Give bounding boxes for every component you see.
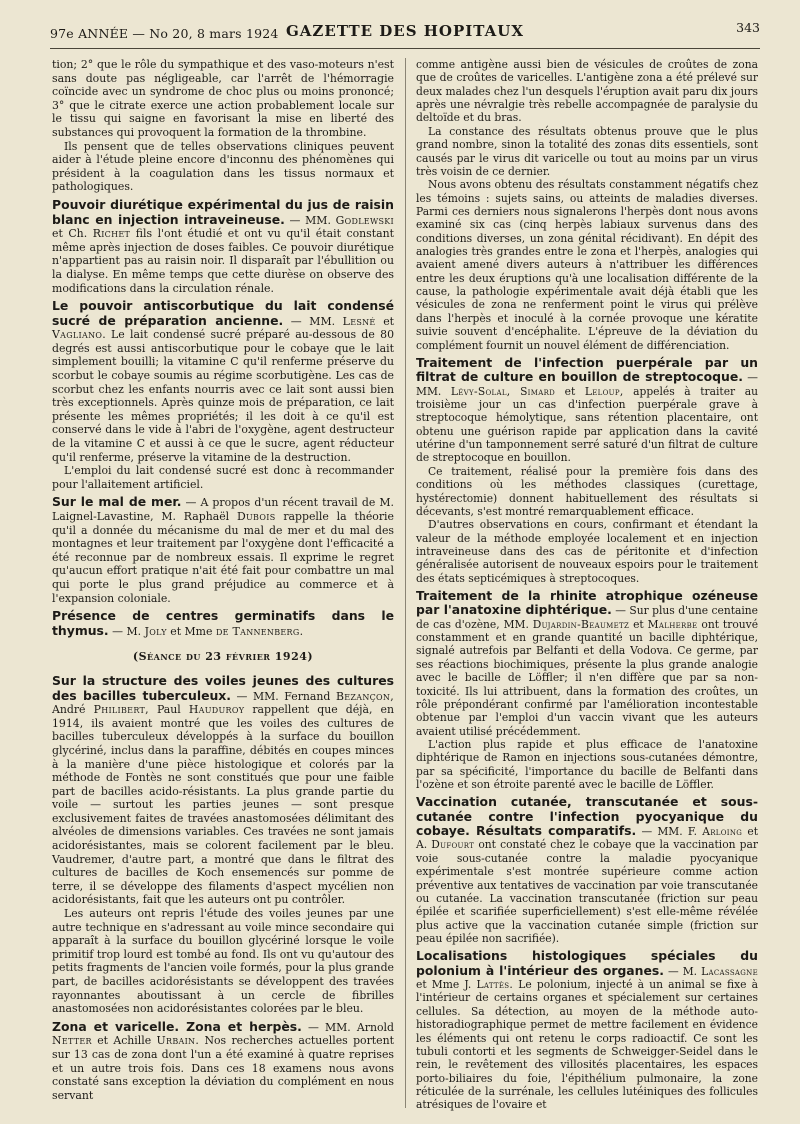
article-title: Présence de centres germinatifs dans le thymus. xyxy=(52,608,394,638)
paragraph: Nous avons obtenu des résultats constamment négatifs chez les témoins : sujets sains, ou atteints de maladies diverses. Parmi ces derniers nous signalerons l'herpès dont nous avons examiné six cas (cinq herpès labiaux survenus dans des conditions diverses, un zona génital récidivant). En dépit des analogies très grandes entre le zona et l'herpès, analogies qui avaient amené divers auteurs à n'attribuer les différences entre les deux éruptions qu'à une localisation différente de la cause, la pathologie expérimentale avait déjà établi que les vésicules de zona ne renferment point le virus qui prélève dans l'herpès et inoculé à la cornée provoque une kératite suivie souvent d'encéphalite. L'épreuve de la déviation du complément fournit un nouvel élément de différenciation. xyxy=(416,178,758,352)
author-text: et xyxy=(564,384,576,398)
author-text: M. xyxy=(126,624,142,638)
article-title: Traitement de l'infection puerpérale par un filtrat de culture en bouillon de streptocoque. xyxy=(416,354,758,385)
article-title: Le pouvoir antiscorbutique du lait condensé sucré de préparation ancienne. xyxy=(52,298,394,328)
article-rhinitis xyxy=(416,589,758,791)
body-text: Nos recherches actuelles portent sur 13 cas de zona dont l'un a été examiné à quatre reprises et un autre trois fois. Dans ces 18 examens nous avons constaté sans exception la déviation du complément en nous servant xyxy=(52,1034,395,1102)
article-diuretic xyxy=(52,198,394,295)
paragraph: Zona et varicelle. Zona et herpès. — MM. Arnold Netter et Achille Urbain. Nos recherches actuelles portent sur 13 cas de zona dont l'un a été examiné à quatre reprises et un autre trois fois. Dans ces 18 examens nous avons constaté sans exception la déviation du complément en nous servant xyxy=(52,1018,395,1102)
paragraph: Sur le mal de mer. — A propos d'un récent travail de M. Laignel-Lavastine, M. Raphaël Dubois rappelle la théorie qu'il a donnée du mécanisme du mal de mer et du mal des montagnes et leur traitement par l'oxygène dont l'efficacité a été reconnue par de nombreux essais. Il exprime le regret qu'aucun effort pratique n'ait été fait pour combattre un mal qui porte le plus grand préjudice au commerce et à l'expansion coloniale. xyxy=(52,494,394,605)
paragraph: Localisations histologiques spéciales du polonium à l'intérieur des organes. — M. Lacassagne et Mme J. Lattès. Le polonium, injecté à un animal se fixe à l'intérieur de certains organes et spécialement sur certaines cellules. Sa détection, au moyen de la méthode auto-historadiographique permet de mettre facilement en évidence les éléments qui ont retenu le corps radioactif. Ce sont les tubuli contorti et les segments de Schweigger-Seidel dans le rein, le revêtement des villosités placentaires, les espaces porto-biliaires du foie, l'épithélium pulmonaire, la zone réticulée de la surrénale, les cellules lutéiniques des follicules atrésiques de l'ovaire et xyxy=(416,948,759,1112)
author-name: Arloing xyxy=(702,825,743,839)
article-puerperal xyxy=(416,356,758,585)
body-text: A propos d'un récent travail de M. Laignel-Lavastine, M. Raphaël xyxy=(52,496,394,523)
author-text: MM. xyxy=(309,314,336,328)
author-name: Simard xyxy=(520,384,556,398)
article-title: Zona et varicelle. Zona et herpès. xyxy=(52,1018,302,1034)
author-name: Lattès. xyxy=(476,978,514,992)
paragraph: Vaccination cutanée, transcutanée et sous-cutanée contre l'infection pyocyanique du cobaye. Résultats comparatifs. — MM. F. Arloing et A. Dufourt ont constaté chez le cobaye que la vaccination par voie sous-cutanée contre la maladie pyocyanique expérimentale s'est montrée supérieure comme action préventive aux tentatives de vaccination par voie transcutanée ou cutanée. La vaccination transcutanée (friction sur peau épilée et scarifiée superficiellement) s'est elle-même révélée plus active que la vaccination cutanée simple (friction sur peau épilée non sacrifiée). xyxy=(416,794,759,945)
article-title: Sur la structure des voiles jeunes des cultures des bacilles tuberculeux. xyxy=(52,672,394,703)
author-text: MM. F. xyxy=(657,825,697,839)
author-text: et xyxy=(633,617,644,631)
article-antiscorbutic xyxy=(52,299,394,491)
paragraph: Pouvoir diurétique expérimental du jus de raisin blanc en injection intraveineuse. — MM. Godlewski et Ch. Richet fils l'ont étudié et ont vu qu'il était constant même après injection de doses faibles. Ce pouvoir diurétique n'appartient pas au raisin noir. Il disparaît par l'ébullition ou la dialyse. En même temps que cette diurèse on observe des modifications dans la circulation rénale. xyxy=(52,196,395,295)
session-heading: (Séance du 23 février 1924) xyxy=(132,650,314,664)
paragraph: L'action plus rapide et plus efficace de l'anatoxine diphtérique de Ramon en injections sous-cutanées démontre, par sa spécificité, l'importance du bacille de Belfanti dans l'ozène et son étroite parenté avec le bacille de Löffler. xyxy=(416,737,758,792)
paragraph: Présence de centres germinatifs dans le thymus. — M. Joly et Mme de Tannenberg. xyxy=(52,608,394,638)
paragraph: Sur la structure des voiles jeunes des cultures des bacilles tuberculeux. — MM. Fernand Bezançon, André Philibert, Paul Hauduroy rappellent que déjà, en 1914, ils avaient montré que les voiles des cultures de bacilles tuberculeux développés à la surface du bouillon glycériné, inclus dans la paraffine, débités en coupes minces à la manière d'une pièce histologique et colorés par la méthode de Fontès ne sont constitués que pour une faible part de bacilles acido-résistants. La plus grande partie du voile — surtout les parties jeunes — sont presque exclusivement faites de travées anastomosées délimitant des alvéoles de dimensions variables. Ces travées ne sont jamais acidorésistantes, mais se colorent facilement par le bleu. Vaudremer, d'autre part, a montré que dans le filtrat des cultures de bacilles de Koch ensemencés sur pomme de terre, il se développe des filaments d'aspect mycélien non acidorésistants, fait que les auteurs ont pu contrôler. xyxy=(52,672,394,907)
author-name: Philibert, xyxy=(93,703,149,717)
body-text: appelés à traiter au troisième jour un cas d'infection puerpérale grave à streptocoque hémolytique, sans rétention placentaire, ont obtenu une guérison rapide par application dans la cavité utérine d'un tamponnement serré saturé d'un filtrat de culture de streptocoque en bouillon. xyxy=(416,384,758,465)
paragraph: Ce traitement, réalisé pour la première fois dans des conditions où les méthodes classiques (curettage, hystérectomie) donnent habituellement des résultats si décevants, s'est montré remarquablement efficace. xyxy=(416,464,758,518)
author-text: Paul xyxy=(156,703,181,717)
author-text: et Achille xyxy=(97,1034,152,1048)
body-text: rappellent que déjà, en 1914, ils avaient montré que les voiles des cultures de bacilles tuberculeux développés à la surface du bouillon glycériné, inclus dans la paraffine, débités en coupes minces à la manière d'une pièce histologique et colorés par la méthode de Fontès ne sont constitués que pour une faible part de bacilles acido-résistants. La plus grande partie du voile — surtout les parties jeunes — sont presque exclusivement faites de travées anastomosées délimitant des alvéoles de dimensions variables. Ces travées ne sont jamais acidorésistantes, mais se colorent facilement par le bleu. Vaudremer, d'autre part, a montré que dans le filtrat des cultures de bacilles de Koch ensemencés sur pomme de terre, il se développe des filaments d'aspect mycélien non acidorésistants, fait que les auteurs ont pu contrôler. xyxy=(52,703,394,907)
author-name: Leloup, xyxy=(584,384,624,398)
author-name: Malherbe xyxy=(647,617,698,631)
author-name: Dufourt xyxy=(431,838,475,852)
body-text: fils l'ont étudié et ont vu qu'il était constant même après injection de doses faibles. Ce pouvoir diurétique n'appartient pas au raisin noir. Il disparaît par l'ébullition ou la dialyse. En même temps que cette diurèse on observe des modifications dans la circulation rénale. xyxy=(52,227,395,295)
author-text: Sur plus d'une centaine de cas d'ozène, MM. xyxy=(416,604,758,631)
paragraph: Les auteurs ont repris l'étude des voiles jeunes par une autre technique en s'adressant au voile mince secondaire qui apparaît à la surface du bouillon glycériné lorsque le voile primitif trop lourd est tombé au fond. Ils ont vu qu'autour des petits fragments de l'ancien voile formés, pour la plus grande part, de bacilles acidorésistants se développent des travées rayonnantes aboutissant à un cercle de fibrilles anastomosées non acidorésistantes colorées par le bleu. xyxy=(52,907,394,1016)
body-text: ont constaté chez le cobaye que la vaccination par voie sous-cutanée contre la maladie pyocyanique expérimentale s'est montrée supérieure comme action préventive aux tentatives de vaccination par voie transcutanée ou cutanée. La vaccination transcutanée (friction sur peau épilée et scarifiée superficiellement) s'est elle-même révélée plus active que la vaccination cutanée simple (friction sur peau épilée non sacrifiée). xyxy=(416,838,758,945)
paragraph: comme antigène aussi bien de vésicules de croûtes de zona que de croûtes de varicelles. L'antigène zona a été prélevé sur deux malades chez l'un desquels l'éruption avait paru dix jours après une névralgie très rebelle accompagnée de paralysie du deltoïde et du bras. xyxy=(416,58,758,125)
journal-title: GAZETTE DES HOPITAUX xyxy=(285,22,524,40)
right-column xyxy=(416,58,758,1116)
article-zona xyxy=(52,1020,394,1103)
column-divider xyxy=(405,58,406,1108)
author-name: Lévy-Solal, xyxy=(450,384,511,398)
article-polonium xyxy=(416,949,758,1111)
article-seasickness xyxy=(52,495,394,605)
author-name: de Tannenberg. xyxy=(215,624,304,638)
author-text: André xyxy=(52,703,86,717)
author-name: Richet xyxy=(92,227,131,241)
paragraph: Traitement de l'infection puerpérale par un filtrat de culture en bouillon de streptocoque. — MM. Lévy-Solal, Simard et Leloup, appelés à traiter au troisième jour un cas d'infection puerpérale grave à streptocoque hémolytique, sans rétention placentaire, ont obtenu une guérison rapide par application dans la cavité utérine d'un tamponnement serré saturé d'un filtrat de culture de streptocoque en bouillon. xyxy=(416,354,758,465)
author-text: MM. Fernand xyxy=(252,689,331,703)
article-thymus xyxy=(52,609,394,638)
author-text: et Mme J. xyxy=(416,978,472,992)
zona-continuation xyxy=(416,58,758,352)
page-header xyxy=(50,20,760,46)
author-name: Lacassagne xyxy=(701,964,759,978)
author-name: Bezançon, xyxy=(335,689,394,703)
body-text: Le polonium, injecté à un animal se fixe à l'intérieur de certains organes et spécialement sur certaines cellules. Sa détection, au moyen de la méthode auto-historadiographique permet de mettre facilement en évidence les éléments qui ont retenu le corps radioactif. Ce sont les tubuli contorti et les segments de Schweigger-Seidel dans le rein, le revêtement des villosités placentaires, les espaces porto-biliaires du foie, l'épithélium pulmonaire, la zone réticulée de la surrénale, les cellules lutéiniques des follicules atrésiques de l'ovaire et xyxy=(416,978,759,1112)
author-text: MM. Arnold xyxy=(324,1020,394,1034)
paragraph: Le pouvoir antiscorbutique du lait condensé sucré de préparation ancienne. — MM. Lesné et Vagliano. Le lait condensé sucré préparé au-dessous de 80 degrés est aussi antiscorbutique pour le cobaye que le lait simplement bouilli; la vitamine C qu'il renferme préserve du scorbut le cobaye soumis au régime scorbutigène. Les cas de scorbut chez les enfants nourris avec ce lait sont aussi bien très exceptionnels. Après quinze mois de préparation, ce lait présente les mêmes propriétés; il les doit à ce qu'il est conservé dans le vide à l'abri de l'oxygène, agent destructeur de la vitamine C et aussi à ce que le sucre, agent réducteur qu'il renferme, préserve la vitamine de la destruction. xyxy=(52,298,395,464)
body-text: ont trouvé constamment et en grande quantité un bacille diphtérique, signalé autrefois par Belfanti et della Vodova. Ce germe, par ses réactions biochimiques, présente la plus grande analogie avec le bacille de Löffler; il n'en diffère que par sa non-toxicité. Ils lui attribuent, dans la formation des croûtes, un rôle prépondérant confirmé par l'amélioration incontestable obtenue par l'emploi d'un vaccin vivant que les auteurs avaient utilisé précédemment. xyxy=(416,617,759,738)
article-vaccination xyxy=(416,795,758,945)
article-title: Traitement de la rhinite atrophique ozéneuse par l'anatoxine diphtérique. xyxy=(416,588,758,618)
paragraph: Traitement de la rhinite atrophique ozéneuse par l'anatoxine diphtérique. — Sur plus d'une centaine de cas d'ozène, MM. Dujardin-Beaumetz et Malherbe ont trouvé constamment et en grande quantité un bacille diphtérique, signalé autrefois par Belfanti et della Vodova. Ce germe, par ses réactions biochimiques, présente la plus grande analogie avec le bacille de Löffler; il n'en diffère que par sa non-toxicité. Ils lui attribuent, dans la formation des croûtes, un rôle prépondérant confirmé par l'amélioration incontestable obtenue par l'emploi d'un vaccin vivant que les auteurs avaient utilisé précédemment. xyxy=(416,588,759,738)
author-name: Godlewski xyxy=(335,213,394,227)
author-text: MM. xyxy=(305,213,331,227)
intro-continuation xyxy=(52,58,394,194)
author-text: et Ch. xyxy=(52,227,88,241)
left-column xyxy=(52,58,394,1106)
paragraph: L'emploi du lait condensé sucré est donc à recommander pour l'allaitement artificiel. xyxy=(52,464,394,491)
author-name: Dujardin-Beaumetz xyxy=(532,617,630,631)
article-title: Vaccination cutanée, transcutanée et sous-cutanée contre l'infection pyocyanique du cobaye. Résultats comparatifs. xyxy=(416,794,758,839)
header-rule xyxy=(50,48,760,49)
article-title: Pouvoir diurétique expérimental du jus de raisin blanc en injection intraveineuse. xyxy=(52,196,394,227)
paragraph: tion; 2° que le rôle du sympathique et des vaso-moteurs n'est sans doute pas négligeable, car l'arrêt de l'hémorragie coïncide avec un syndrome de choc plus ou moins prononcé; 3° que le citrate exerce une action probablement locale sur le tissu qui saigne en favorisant la mise en liberté des substances qui provoquent la formation de la thrombine. xyxy=(52,58,394,139)
body-text: rappelle la théorie qu'il a donnée du mécanisme du mal de mer et du mal des montagnes et leur traitement par l'oxygène dont l'efficacité a été reconnue par de nombreux essais. Il exprime le regret qu'aucun effort pratique n'ait été fait pour combattre un mal qui porte le plus grand préjudice au commerce et à l'expansion coloniale. xyxy=(52,510,394,605)
article-title: Sur le mal de mer. xyxy=(52,494,182,510)
author-name: Lesné xyxy=(342,314,376,328)
issue-info: 97e ANNÉE — No 20, 8 mars 1924 xyxy=(50,26,279,41)
paragraph: La constance des résultats obtenus prouve que le plus grand nombre, sinon la totalité des zonas dits essentiels, sont causés par le virus dit varicelle ou tout au moins par un virus très voisin de ce dernier. xyxy=(416,124,758,178)
author-name: Vagliano xyxy=(52,328,103,342)
article-title: Localisations histologiques spéciales du polonium à l'intérieur des organes. xyxy=(416,948,758,978)
author-text: et Mme xyxy=(170,624,213,638)
body-text: Le lait condensé sucré préparé au-dessous de 80 degrés est aussi antiscorbutique pour le cobaye que le lait simplement bouilli; la vitamine C qu'il renferme préserve du scorbut le cobaye soumis au régime scorbutigène. Les cas de scorbut chez les enfants nourris avec ce lait sont aussi bien très exceptionnels. Après quinze mois de préparation, ce lait présente les mêmes propriétés; il les doit à ce qu'il est conservé dans le vide à l'abri de l'oxygène, agent destructeur de la vitamine C et aussi à ce que le sucre, agent réducteur qu'il renferme, préserve la vitamine de la destruction. xyxy=(52,328,394,464)
author-text: et A. xyxy=(416,825,759,852)
article-tuberculosis xyxy=(52,674,394,1016)
author-name: Joly xyxy=(144,624,167,638)
author-name: Dubois xyxy=(236,510,276,523)
paragraph: D'autres observations en cours, confirmant et étendant la valeur de la méthode employée localement et en injection intraveineuse dans des cas de péritonite et d'infection généralisée autorisent de nouveaux espoirs pour le traitement des états septicémiques à streptocoques. xyxy=(416,518,758,585)
author-name: Urbain. xyxy=(156,1034,200,1048)
author-text: et xyxy=(383,314,395,328)
paragraph: Ils pensent que de telles observations cliniques peuvent aider à l'étude pleine encore d'inconnu des phénomènes qui président à la coagulation dans les tissus normaux et pathologiques. xyxy=(52,139,394,194)
author-name: Hauduroy xyxy=(188,703,245,717)
author-name: Netter xyxy=(52,1034,92,1048)
author-text: M. xyxy=(682,964,698,978)
author-text: MM. xyxy=(416,384,442,398)
page-number: 343 xyxy=(736,20,760,35)
